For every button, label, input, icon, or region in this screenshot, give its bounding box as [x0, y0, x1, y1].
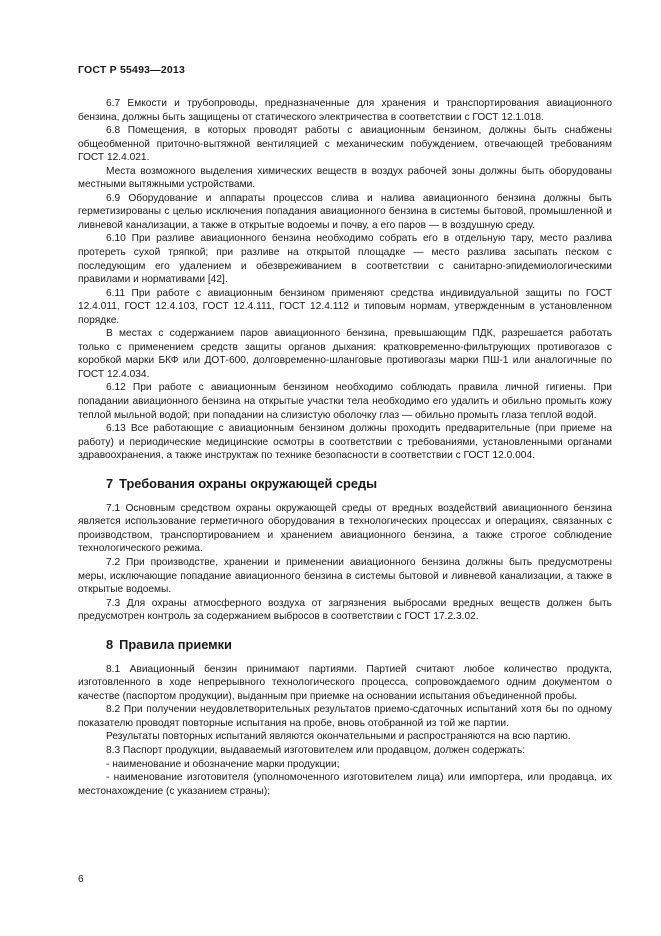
- paragraph: 6.12 При работе с авиационным бензином необходимо соблюдать правила личной гигиены. При попадании авиационного бензина на открытые участки тела необходимо его удалить и обильно промыть кожу теплой мыльной водой; при попадании на слизистую оболочку глаз — обильно промыть глаза теплой водой.: [78, 382, 612, 421]
- paragraph: 6.8 Помещения, в которых проводят работы с авиационным бензином, должны быть снабжены общеобменной приточно-вытяжной вентиляцией с механическим побуждением, отвечающей требованиям ГОСТ 12.4.021.: [78, 125, 612, 164]
- paragraph: - наименование и обозначение марки продукции;: [106, 758, 340, 770]
- paragraph: 8.3 Паспорт продукции, выдаваемый изготовителем или продавцом, должен содержать:: [106, 744, 526, 756]
- paragraph: 6.11 При работе с авиационным бензином применяют средства индивидуальной защиты по ГОСТ 12.4.011, ГОСТ 12.4.103, ГОСТ 12.4.111, ГОСТ 12.4.112 и типовым нормам, утвержденным в установленном порядке.: [78, 287, 612, 326]
- paragraph: 6.10 При разливе авиационного бензина необходимо собрать его в отдельную тару, место разлива протереть сухой тряпкой; при разливе на открытой площадке — место разлива засыпать песком с последующим его удалением и обезвреживанием в соответствии с санитарно-эпидемиологическими правилами и нормативами [42].: [78, 233, 612, 286]
- section-heading: [106, 476, 612, 492]
- paragraph: Результаты повторных испытаний являются окончательными и распространяются на всю партию.: [106, 731, 571, 743]
- section-title: Правила приемки: [119, 636, 232, 652]
- paragraph: 7.3 Для охраны атмосферного воздуха от загрязнения выбросами вредных веществ должен быть предусмотрен контроль за содержанием выбросов в соответствии с ГОСТ 17.2.3.02.: [78, 597, 612, 623]
- document-body: [78, 97, 612, 798]
- section-number: 7: [106, 475, 114, 491]
- paragraph: Места возможного выделения химических веществ в воздух рабочей зоны должны быть оборудованы местными вытяжными устройствами.: [78, 165, 612, 191]
- section-title: Требования охраны окружающей среды: [119, 475, 377, 491]
- paragraph: 7.1 Основным средством охраны окружающей среды от вредных воздействий авиационного бензина является использование герметичного оборудования в технологических процессах и операциях, связанных с производством, транспортированием и хранением авиационного бензина, а также строгое соблюдение технологического режима.: [78, 502, 612, 555]
- paragraph: 8.1 Авиационный бензин принимают партиями. Партией считают любое количество продукта, изготовленного в ходе непрерывного технологического процесса, сопровождаемого одним документом о качестве (паспортом продукции), выданным при приемке на основании испытания объединенной пробы.: [78, 663, 612, 702]
- paragraph: 6.13 Все работающие с авиационным бензином должны проходить предварительные (при приеме на работу) и периодические медицинские осмотры в соответствии с требованиями, установленными органами здравоохранения, а также инструктаж по технике безопасности в соответствии с ГОСТ 12.0.004.: [78, 423, 612, 462]
- paragraph: 6.7 Емкости и трубопроводы, предназначенные для хранения и транспортирования авиационного бензина, должны быть защищены от статического электричества в соответствии с ГОСТ 12.1.018.: [78, 98, 612, 123]
- document-header: ГОСТ Р 55493—2013: [78, 64, 186, 76]
- paragraph: 7.2 При производстве, хранении и применении авиационного бензина должны быть предусмотрены меры, исключающие попадание авиационного бензина в системы бытовой и ливневой канализации, а также в открытые водоемы.: [78, 556, 612, 596]
- section-heading: [106, 637, 612, 653]
- paragraph: В местах с содержанием паров авиационного бензина, превышающим ПДК, разрешается работать только с применением средств защиты органов дыхания: кратковременно-фильтрующих противогазов с коробкой марки БКФ или ДОТ-600, долговременно-шланговые противогазы марки ПШ-1 или аналогичные по ГОСТ 12.4.034.: [78, 328, 612, 380]
- paragraph: 6.9 Оборудование и аппараты процессов слива и налива авиационного бензина должны быть герметизированы с целью исключения попадания авиационного бензина в системы бытовой, промышленной и ливневой канализации, а также в открытые водоемы и почву, а его паров — в воздушную среду.: [78, 192, 612, 231]
- page-number: 6: [78, 874, 84, 885]
- paragraph: 8.2 При получении неудовлетворительных результатов приемо-сдаточных испытаний хотя бы по одному показателю проводят повторные испытания на пробе, вновь отобранной из той же партии.: [78, 704, 612, 729]
- section-number: 8: [106, 636, 114, 652]
- paragraph: - наименование изготовителя (уполномоченного изготовителем лица) или импортера, или продавца, их местонахождение (с указанием страны);: [78, 772, 612, 797]
